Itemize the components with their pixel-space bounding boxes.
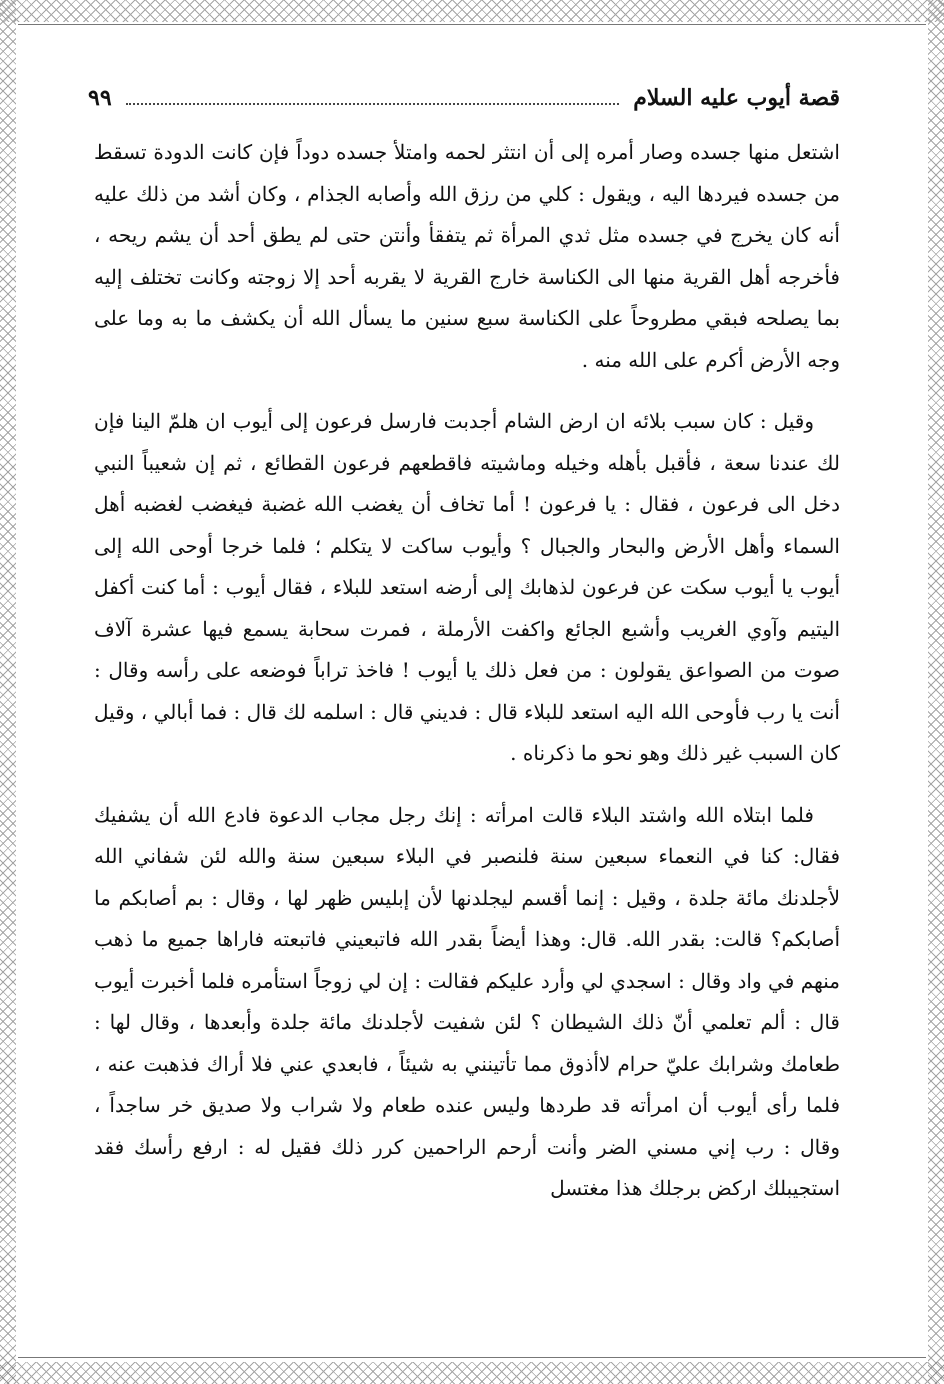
body-text: [94, 132, 840, 1210]
dotted-leader: [126, 103, 620, 105]
decorative-border-top: [0, 0, 944, 22]
paragraph: فلما ابتلاه الله واشتد البلاء قالت امرأته : إنك رجل مجاب الدعوة فادع الله أن يشفيك فقال: كنا في النعماء سبعين سنة فلنصبر في البلاء سبعين سنة والله لئن شفاني الله لأجلدنك مائة جلدة ، وقيل : إنما أقسم ليجلدنها لأن إبليس ظهر لها ، وقال : بم أصابكم ما أصابكم؟ قالت: بقدر الله. قال: وهذا أيضاً بقدر الله فاتبعيني فاتبعته فاراها جميع ما ذهب منهم في واد وقال : اسجدي لي وأرد عليكم فقالت : إن لي زوجاً استأمره فلما أخبرت أيوب قال : ألم تعلمي أنّ ذلك الشيطان ؟ لئن شفيت لأجلدنك مائة جلدة وأبعدها ، وقال لها : طعامك وشرابك عليّ حرام لاأذوق مما تأتينني به شيئاً ، فابعدي عني فلا أراك فذهبت عنه ، فلما رأى أيوب أن امرأته قد طردها وليس عنده طعام ولا شراب ولا صديق خر ساجداً ، وقال : رب إني مسني الضر وأنت أرحم الراحمين كرر ذلك فقيل له : ارفع رأسك فقد استجيبلك اركض برجلك هذا مغتسل: [94, 802, 840, 1200]
decorative-border-right: [928, 0, 944, 1384]
divider: [18, 24, 926, 25]
paragraph: وقيل : كان سبب بلائه ان ارض الشام أجدبت فارسل فرعون إلى أيوب ان هلمّ الينا فإن لك عندنا سعة ، فأقبل بأهله وخيله وماشيته فاقطعهم فرعون القطائع ، ثم إن شعيباً النبي دخل الى فرعون ، فقال : يا فرعون ! أما تخاف أن يغضب الله غضبة فيغضب لغضبه أهل السماء وأهل الأرض والبحار والجبال ؟ وأيوب ساكت لا يتكلم ؛ فلما خرجا أوحى الله إلى أيوب يا أيوب سكت عن فرعون لذهابك إلى أرضه استعد للبلاء ، فقال أيوب : أما كنت أكفل اليتيم وآوي الغريب وأشبع الجائع واكفت الأرملة ، فمرت سحابة يسمع فيها عشرة آلاف صوت من الصواعق يقولون : من فعل ذلك يا أيوب ! فاخذ تراباً فوضعه على رأسه وقال : أنت يا رب فأوحى الله اليه استعد للبلاء قال : فديني قال : اسلمه لك قال : فما أبالي ، وقيل كان السبب غير ذلك وهو نحو ما ذكرناه .: [94, 409, 840, 765]
decorative-border-left: [0, 0, 16, 1384]
paragraph: اشتعل منها جسده وصار أمره إلى أن انتثر لحمه وامتلأ جسده دوداً فإن كانت الدودة تسقط من جسده فيردها اليه ، ويقول : كلي من رزق الله وأصابه الجذام ، وكان أشد من ذلك عليه أنه كان يخرج في جسده مثل ثدي المرأة ثم يتفقأ وأنتن حتى لم يطق أحد أن يشم ريحه ، فأخرجه أهل القرية منها الى الكناسة خارج القرية لا يقربه أحد إلا زوجته وكانت تختلف إليه بما يصلحه فبقي مطروحاً على الكناسة سبع سنين ما يسأل الله أن يكشف ما به وما على وجه الأرض أكرم على الله منه .: [94, 140, 840, 372]
chapter-title: قصة أيوب عليه السلام: [633, 85, 840, 111]
decorative-border-bottom: [0, 1362, 944, 1384]
divider: [18, 1357, 926, 1358]
running-header: [88, 78, 840, 118]
page-number: ٩٩: [88, 85, 112, 111]
